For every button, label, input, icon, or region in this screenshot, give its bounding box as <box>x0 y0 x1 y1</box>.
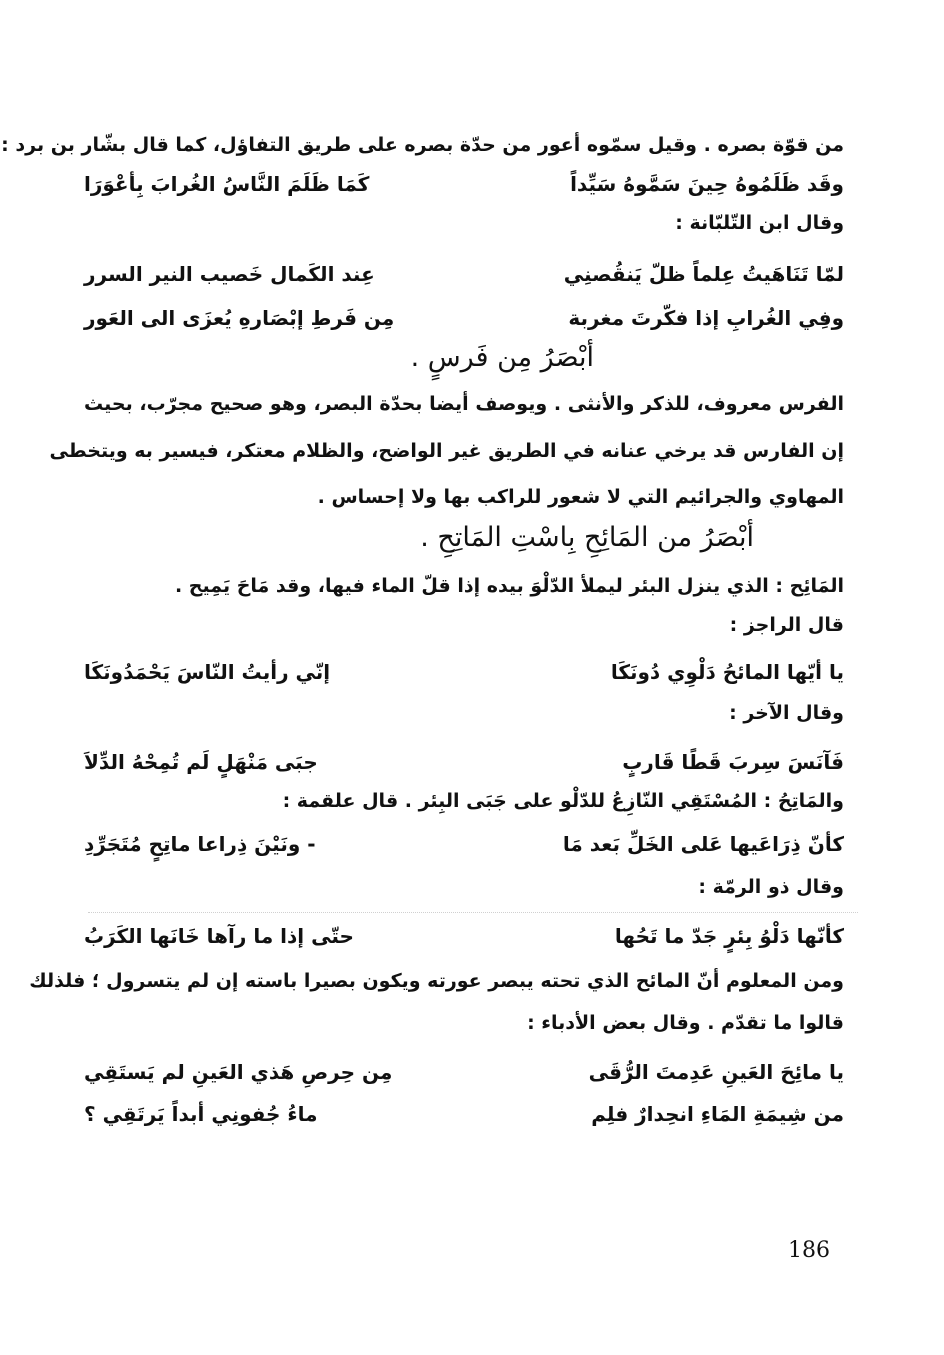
verse-line <box>84 750 844 774</box>
verse-second-hemistich: مِن فَرطِ إبْصَارهِ يُعزَى الى العَور <box>84 306 395 330</box>
verse-line <box>84 924 844 948</box>
prose-line: وقال ابن التّلبّانة : <box>675 212 844 234</box>
verse-second-hemistich: مِن حِرصِ هَذي العَينِ لم يَستَقِي <box>84 1060 393 1084</box>
prose-line: وقال ذو الرمّة : <box>698 876 844 898</box>
verse-first-hemistich: كأنّ ذِرَاعَيها عَلى الخَلِّ بَعد مَا <box>562 832 844 856</box>
prose-line: ومن المعلوم أنّ المائح الذي تحته يبصر عورته ويكون بصيرا باسته إن لم يتسرول ؛ فلذلك <box>29 970 844 992</box>
verse-first-hemistich: من شِيمَةِ المَاءِ انحِدارٌ فلِم <box>591 1102 844 1126</box>
verse-first-hemistich: لمّا تَنَاهَيتُ عِلماً ظلّ يَنقُصنِي <box>563 262 844 286</box>
verse-line <box>84 832 844 856</box>
prose-line: وقال الآخر : <box>729 702 844 724</box>
verse-first-hemistich: فَآنَسَ سِربَ قَطًا قَاربٍ <box>622 750 844 774</box>
verse-line <box>84 262 844 286</box>
verse-line <box>84 660 844 684</box>
verse-line <box>84 306 844 330</box>
scan-rule <box>88 912 858 913</box>
prose-line: المَائِح : الذي ينزل البئر ليملأ الدّلْوَ بيده إذا قلّ الماء فيها، وقد مَاحَ يَمِيح . <box>174 575 844 597</box>
verse-line <box>84 1102 844 1126</box>
prose-line: قال الراجز : <box>729 614 844 636</box>
prose-line: والمَاتِحُ : المُسْتَقِي النّازِعُ للدّلْو على جَبَى البِئر . قال علقمة : <box>282 790 844 812</box>
page-number: 186 <box>788 1238 830 1263</box>
verse-first-hemistich: وفِي الغُرابِ إذا فكّرتَ مغربة <box>568 306 844 330</box>
verse-first-hemistich: يا مائِحَ العَينِ عَدِمتَ الرُّقَى <box>588 1060 844 1084</box>
verse-second-hemistich: عِند الكَمال خَصيب النير السرر <box>84 262 375 286</box>
proverb-heading: أبْصَرُ من المَائِحِ بِاسْتِ المَاتِحِ . <box>420 522 754 553</box>
verse-line <box>84 1060 844 1084</box>
verse-first-hemistich: وقَد ظَلَمُوهُ حِينَ سَمَّوهُ سَيِّداً <box>570 172 844 196</box>
prose-line: الفرس معروف، للذكر والأنثى . ويوصف أيضا بحدّة البصر، وهو صحيح مجرّب، بحيث <box>84 393 844 415</box>
prose-line: إن الفارس قد يرخي عنانه في الطريق غير الواضح، والظلام معتكر، فيسير به ويتخطى <box>49 440 844 462</box>
verse-second-hemistich: إنّي رأيتُ النّاسَ يَحْمَدُونَكَا <box>84 660 331 684</box>
verse-line <box>84 172 844 196</box>
verse-second-hemistich: كَمَا ظَلَمَ النَّاسُ الغُرابَ بِأعْوَرَا <box>84 172 370 196</box>
verse-second-hemistich: - ونَيْنَ ذِراعا ماتِحٍ مُتَجَرِّدِ <box>84 832 316 856</box>
proverb-heading: أبْصَرُ مِن فَرسٍ . <box>410 342 594 373</box>
prose-line: قالوا ما تقدّم . وقال بعض الأدباء : <box>527 1012 844 1034</box>
verse-first-hemistich: كأنّها دَلْوُ بِئرٍ جَدّ ما تَحُها <box>614 924 844 948</box>
verse-second-hemistich: جبَى مَنْهَلٍ لَم تُمِحْهُ الدِّلاَ <box>84 750 318 774</box>
verse-first-hemistich: يا أيّها المائحُ دَلْوِي دُونَكَا <box>610 660 844 684</box>
prose-line: المهاوي والجرائيم التي لا شعور للراكب بها ولا إحساس . <box>317 486 844 508</box>
verse-second-hemistich: حتّى إذا ما رآها خَانَها الكَرَبُ <box>84 924 354 948</box>
verse-second-hemistich: ماءُ جُفونِي أبداً يَرتَقِي ؟ <box>84 1102 318 1126</box>
prose-line: من قوّة بصره . وقيل سمّوه أعور من حدّة بصره على طريق التفاؤل، كما قال بشّار بن برد : <box>1 134 844 156</box>
